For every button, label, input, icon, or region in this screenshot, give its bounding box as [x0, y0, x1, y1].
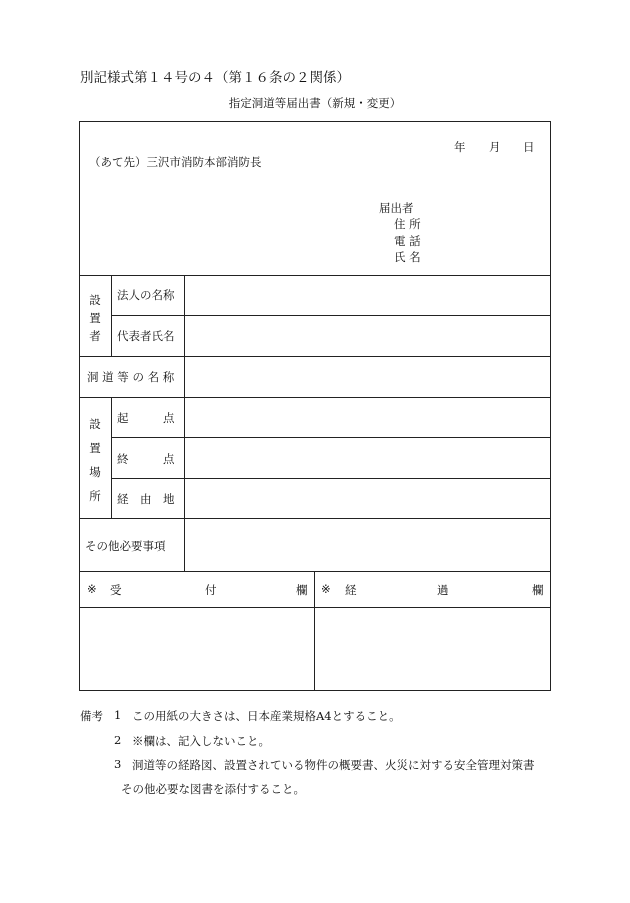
rule	[111, 397, 112, 518]
rule	[111, 478, 550, 479]
form-number: 別記様式第１４号の４（第１６条の２関係）	[80, 70, 350, 86]
rule	[111, 275, 112, 356]
note-3-number: 3	[114, 757, 122, 771]
location-group-label: 設 置 場 所	[89, 417, 101, 503]
receipt-mark: ※	[87, 582, 97, 596]
rep-name-label: 代表者氏名	[117, 329, 175, 343]
receipt-label-1: 受	[110, 583, 122, 597]
rule	[80, 356, 550, 357]
phone-label: 電 話	[394, 234, 421, 248]
addressee: （あて先）三沢市消防本部消防長	[89, 155, 262, 169]
note-3-continued: その他必要な図書を添付すること。	[121, 782, 305, 796]
note-2: ※欄は、記入しないこと。	[132, 734, 270, 748]
note-2-number: 2	[114, 733, 122, 747]
rule	[80, 607, 550, 608]
rule	[80, 571, 550, 572]
progress-label-3: 欄	[532, 583, 544, 597]
receipt-label-3: 欄	[296, 583, 308, 597]
rule	[80, 275, 550, 276]
corp-name-label: 法人の名称	[117, 288, 175, 302]
installer-group-label: 設 置 者	[89, 293, 101, 343]
rule	[314, 571, 315, 691]
progress-mark: ※	[321, 582, 331, 596]
rule	[111, 437, 550, 438]
tunnel-name-label: 洞 道 等 の 名 称	[87, 370, 175, 384]
rule	[80, 397, 550, 398]
month-label: 月	[489, 140, 501, 154]
applicant-label: 届出者	[379, 201, 414, 215]
via-point-label: 経 由 地	[117, 492, 175, 506]
other-label: その他必要事項	[85, 539, 166, 553]
notes-heading: 備考	[80, 709, 103, 723]
name-label: 氏 名	[394, 250, 421, 264]
rule	[111, 315, 550, 316]
progress-label-2: 過	[437, 583, 449, 597]
form-table	[79, 121, 551, 691]
note-1-number: 1	[114, 708, 122, 722]
end-point-label: 終 点	[117, 452, 175, 466]
rule	[184, 275, 185, 571]
note-1: この用紙の大きさは、日本産業規格A4とすること。	[132, 709, 401, 723]
address-label: 住 所	[394, 217, 421, 231]
progress-label-1: 経	[345, 583, 357, 597]
form-title: 指定洞道等届出書（新規・変更）	[228, 96, 402, 110]
receipt-label-2: 付	[205, 583, 217, 597]
note-3: 洞道等の経路図、設置されている物件の概要書、火災に対する安全管理対策書	[132, 758, 535, 772]
year-label: 年	[454, 140, 466, 154]
rule	[80, 518, 550, 519]
start-point-label: 起 点	[117, 411, 175, 425]
day-label: 日	[523, 140, 535, 154]
